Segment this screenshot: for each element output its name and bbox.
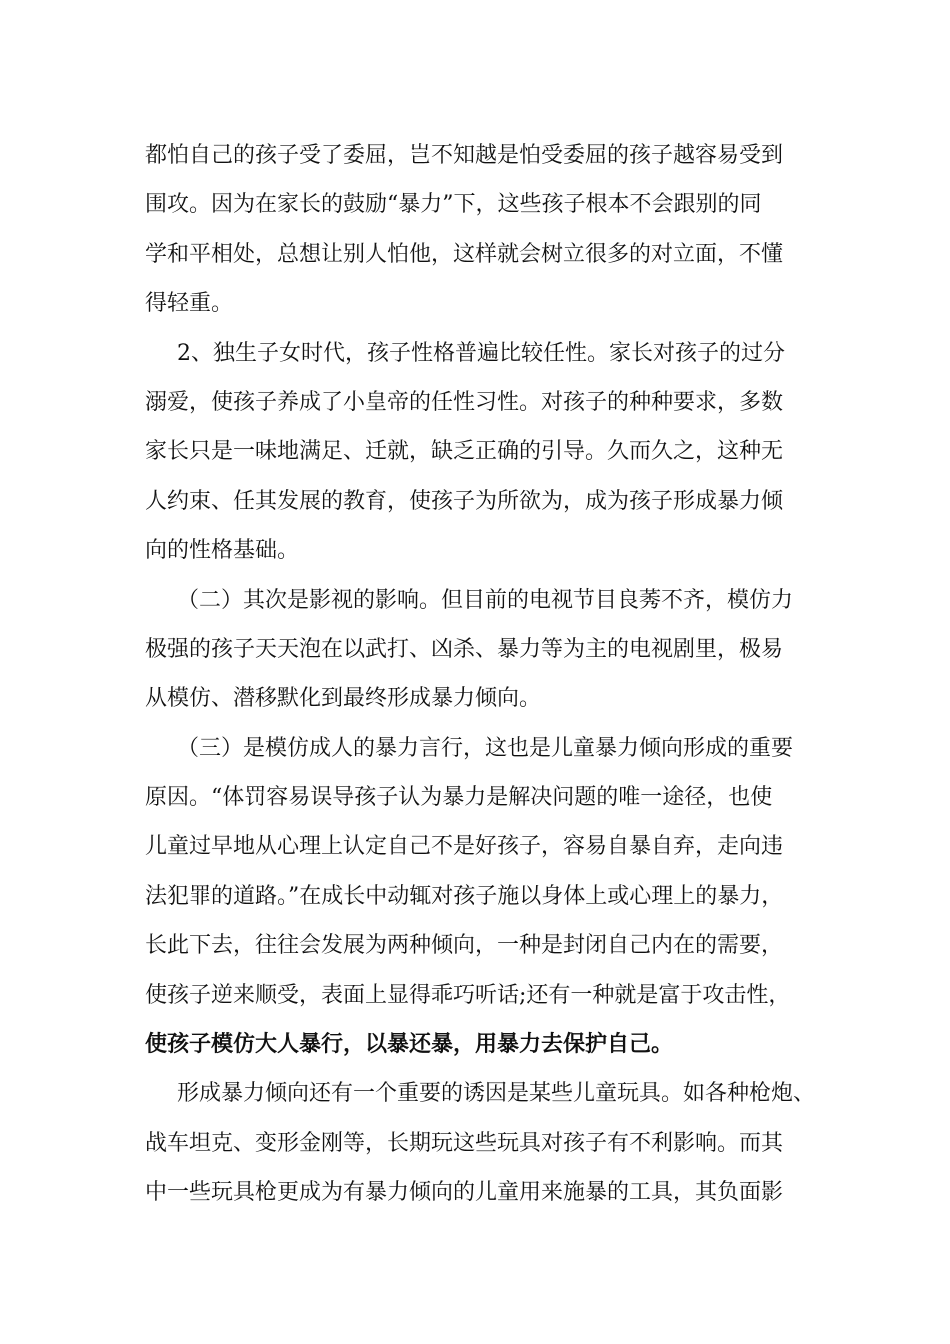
paragraph-line: 长此下去，往往会发展为两种倾向，一种是封闭自己内在的需要， <box>145 933 784 959</box>
paragraph-line: 形成暴力倾向还有一个重要的诱因是某些儿童玩具。如各种枪炮、 <box>177 1081 816 1107</box>
document-body <box>145 131 835 1218</box>
paragraph-line: 使孩子逆来顺受，表面上显得乖巧听话;还有一种就是富于攻击性， <box>145 982 791 1008</box>
paragraph-line: 中一些玩具枪更成为有暴力倾向的儿童用来施暴的工具，其负面影 <box>145 1180 784 1206</box>
paragraph-line: 都怕自己的孩子受了委屈，岂不知越是怕受委屈的孩子越容易受到 <box>145 143 784 168</box>
paragraph-line: 围攻。因为在家长的鼓励“暴力”下，这些孩子根本不会跟别的同 <box>145 192 762 218</box>
paragraph-line: 家长只是一味地满足、迁就，缺乏正确的引导。久而久之，这种无 <box>145 439 784 465</box>
paragraph-line: 2、独生子女时代，孩子性格普遍比较任性。家长对孩子的过分 <box>177 340 785 366</box>
paragraph-line: 得轻重。 <box>145 291 234 317</box>
paragraph-line: 法犯罪的道路。”在成长中动辄对孩子施以身体上或心理上的暴力， <box>145 883 784 909</box>
paragraph-line: 向的性格基础。 <box>145 538 300 564</box>
paragraph-line: 从模仿、潜移默化到最终形成暴力倾向。 <box>145 686 542 712</box>
paragraph-line: （二）其次是影视的影响。但目前的电视节目良莠不齐，模仿力 <box>177 587 794 613</box>
paragraph-line: 极强的孩子天天泡在以武打、凶杀、暴力等为主的电视剧里，极易 <box>145 636 784 662</box>
paragraph-line: 学和平相处，总想让别人怕他，这样就会树立很多的对立面，不懂 <box>145 241 784 267</box>
paragraph-line: 战车坦克、变形金刚等，长期玩这些玩具对孩子有不利影响。而其 <box>145 1130 784 1156</box>
paragraph-line-bold: 使孩子模仿大人暴行，以暴还暴，用暴力去保护自己。 <box>145 1031 674 1058</box>
paragraph-line: 人约束、任其发展的教育，使孩子为所欲为，成为孩子形成暴力倾 <box>145 488 784 514</box>
paragraph-line: 原因。“体罚容易误导孩子认为暴力是解决问题的唯一途径，也使 <box>145 785 773 811</box>
paragraph-line: 溺爱，使孩子养成了小皇帝的任性习性。对孩子的种种要求，多数 <box>145 389 784 415</box>
paragraph-line: 儿童过早地从心理上认定自己不是好孩子，容易自暴自弃，走向违 <box>145 834 784 860</box>
paragraph-line: （三）是模仿成人的暴力言行，这也是儿童暴力倾向形成的重要 <box>177 735 794 761</box>
